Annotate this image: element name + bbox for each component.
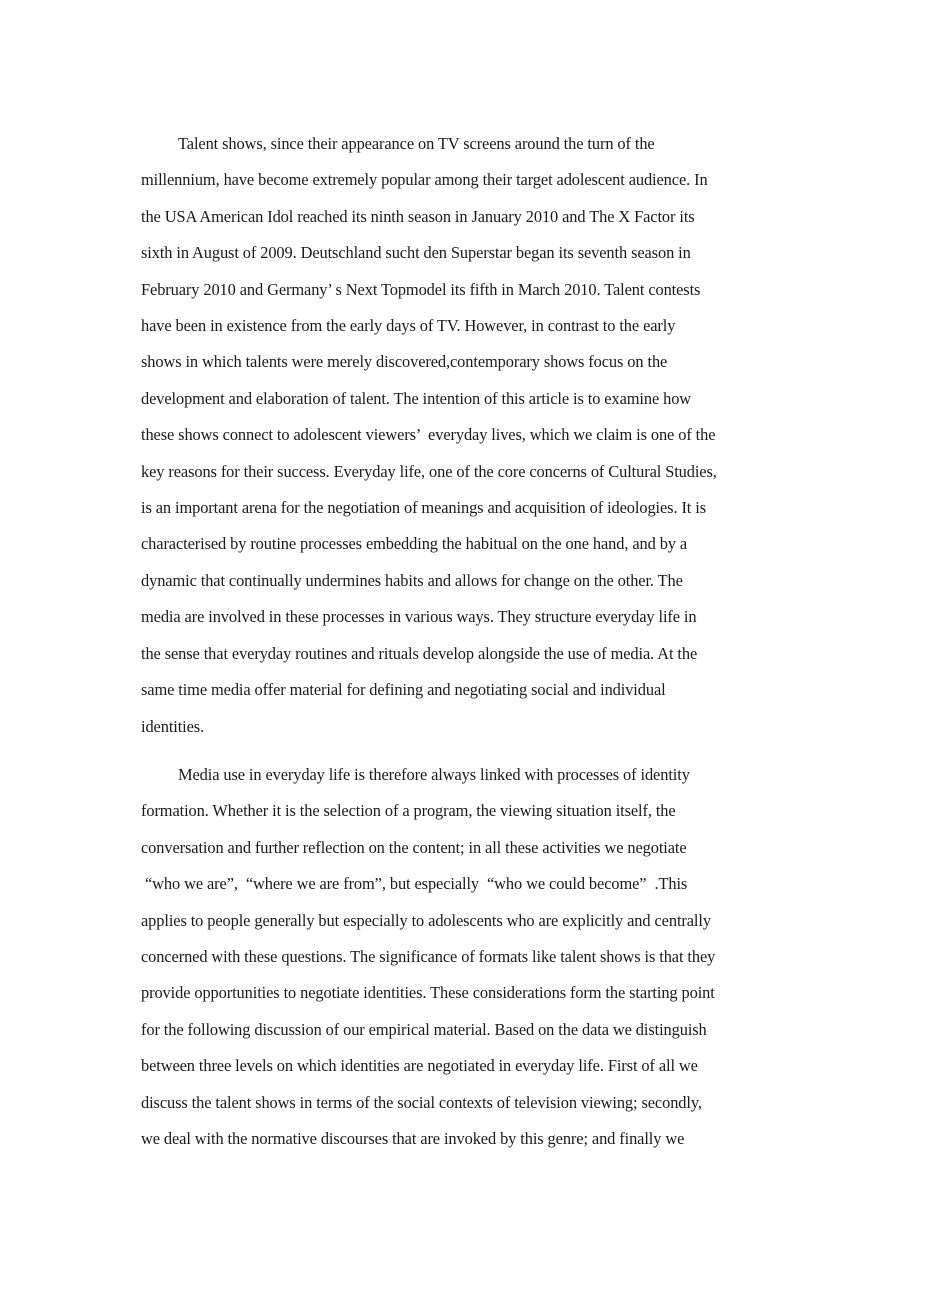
text-line: shows in which talents were merely discovered,contemporary shows focus on the — [141, 352, 668, 372]
text-line: sixth in August of 2009. Deutschland sucht den Superstar began its seventh season in — [141, 243, 691, 263]
text-line: dynamic that continually undermines habits and allows for change on the other. The — [141, 570, 683, 590]
text-line: have been in existence from the early days of TV. However, in contrast to the early — [141, 316, 676, 336]
text-line: the USA American Idol reached its ninth season in January 2010 and The X Factor its — [141, 206, 695, 226]
text-line: millennium, have become extremely popular among their target adolescent audience. In — [141, 170, 708, 190]
text-line: characterised by routine processes embedding the habitual on the one hand, and by a — [141, 534, 688, 554]
text-line: provide opportunities to negotiate identities. These considerations form the starting point — [141, 983, 715, 1003]
text-line: we deal with the normative discourses that are invoked by this genre; and finally we — [141, 1128, 685, 1148]
text-line: “who we are”, “where we are from”, but especially “who we could become” .This — [141, 874, 688, 894]
text-line: for the following discussion of our empirical material. Based on the data we distinguish — [141, 1019, 707, 1039]
text-line: the sense that everyday routines and rituals develop alongside the use of media. At the — [141, 643, 698, 663]
text-line: these shows connect to adolescent viewers’ everyday lives, which we claim is one of the — [141, 425, 716, 445]
text-line: media are involved in these processes in various ways. They structure everyday life in — [141, 607, 697, 627]
text-line: Media use in everyday life is therefore always linked with processes of identity — [178, 764, 690, 784]
text-line: Talent shows, since their appearance on TV screens around the turn of the — [178, 134, 655, 153]
text-line: development and elaboration of talent. The intention of this article is to examine how — [141, 388, 692, 408]
text-line: is an important arena for the negotiation of meanings and acquisition of ideologies. It is — [141, 498, 706, 518]
body-text — [141, 126, 791, 1157]
text-line: applies to people generally but especially to adolescents who are explicitly and centrally — [141, 910, 711, 930]
paragraph-2 — [141, 757, 791, 1157]
text-line: discuss the talent shows in terms of the social contexts of television viewing; secondly, — [141, 1092, 702, 1112]
text-line: concerned with these questions. The significance of formats like talent shows is that they — [141, 946, 716, 966]
paragraph-1 — [141, 126, 791, 745]
text-line: February 2010 and Germany’ s Next Topmodel its fifth in March 2010. Talent contests — [141, 279, 701, 299]
text-line: key reasons for their success. Everyday life, one of the core concerns of Cultural Studies, — [141, 461, 717, 481]
text-line: formation. Whether it is the selection of a program, the viewing situation itself, the — [141, 801, 676, 821]
text-line: between three levels on which identities are negotiated in everyday life. First of all we — [141, 1056, 698, 1076]
text-line: same time media offer material for defining and negotiating social and individual — [141, 680, 666, 700]
text-line: identities. — [141, 716, 205, 736]
text-line: conversation and further reflection on the content; in all these activities we negotiate — [141, 837, 687, 857]
